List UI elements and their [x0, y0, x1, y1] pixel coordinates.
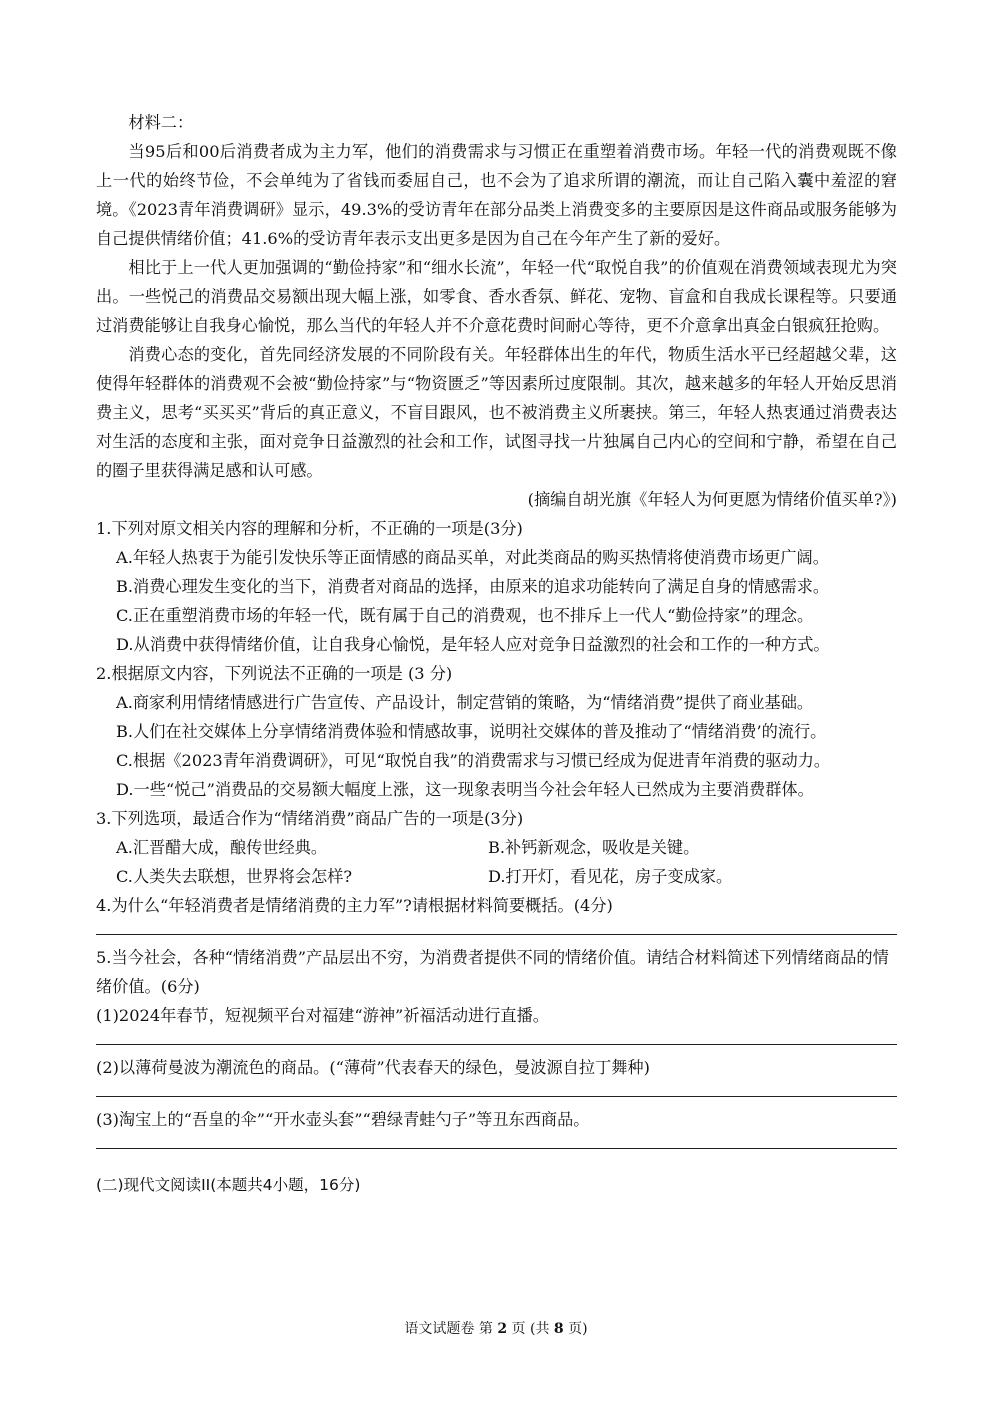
material-heading: 材料二： [128, 113, 194, 132]
question-2-option-b: B.人们在社交媒体上分享情绪消费体验和情感故事，说明社交媒体的普及推动了“情绪消费’的流行。 [116, 722, 827, 741]
page-footer [0, 1318, 992, 1338]
question-4-stem: 4.为什么“年轻消费者是情绪消费的主力军”?请根据材料简要概括。(4分) [96, 896, 613, 915]
question-3-option-d: D.打开灯，看见花，房子变成家。 [488, 867, 733, 886]
question-5-stem: 5.当今社会，各种“情绪消费”产品层出不穷，为消费者提供不同的情绪价值。请结合材料简述下列情绪商品的情绪价值。(6分) [96, 948, 889, 996]
question-3-stem: 3.下列选项，最适合作为“情绪消费”商品广告的一项是(3分) [96, 809, 524, 828]
question-5-item-1: (1)2024年春节，短视频平台对福建“游神”祈福活动进行直播。 [96, 1006, 549, 1025]
question-1-option-c: C.正在重塑消费市场的年轻一代，既有属于自己的消费观，也不排斥上一代人“勤俭持家”的理念。 [116, 606, 814, 625]
answer-line[interactable] [96, 920, 897, 935]
answer-line[interactable] [96, 1082, 897, 1097]
question-3-option-b: B.补钙新观念，吸收是关键。 [488, 838, 700, 857]
footer-page-number: 2 [497, 1321, 508, 1337]
question-1-stem: 1.下列对原文相关内容的理解和分析，不正确的一项是(3分) [96, 519, 523, 538]
material-paragraph: 当95后和00后消费者成为主力军，他们的消费需求与习惯正在重塑着消费市场。年轻一代的消费观既不像上一代的始终节俭，不会单纯为了省钱而委屈自己，也不会为了追求所谓的潮流，而让自己陷入囊中羞涩的窘境。《2023青年消费调研》显示，49.3%的受访青年在部分品类上消费变多的主要原因是这件商品或服务能够为自己提供情绪价值；41.6%的受访青年表示支出更多是因为自己在今年产生了新的爱好。 [96, 142, 897, 248]
question-3-options-row-2 [116, 862, 897, 891]
footer-prefix: 语文试题卷 第 [404, 1321, 493, 1337]
material-paragraph: 消费心态的变化，首先同经济发展的不同阶段有关。年轻群体出生的年代，物质生活水平已经超越父辈，这使得年轻群体的消费观不会被“勤俭持家”与“物资匮乏”等因素所过度限制。其次，越来越多的年轻人开始反思消费主义，思考“买买买”背后的真正意义，不盲目跟风，也不被消费主义所裹挟。第三，年轻人热衷通过消费表达对生活的态度和主张，面对竞争日益激烈的社会和工作，试图寻找一片独属自己内心的空间和宁静，希望在自己的圈子里获得满足感和认可感。 [96, 345, 897, 480]
question-3-options-row-1 [116, 833, 897, 862]
footer-mid: 页 (共 [511, 1321, 550, 1337]
question-1-option-b: B.消费心理发生变化的当下，消费者对商品的选择，由原来的追求功能转向了满足自身的情感需求。 [116, 577, 830, 596]
exam-page [96, 108, 897, 1200]
footer-suffix: 页) [568, 1321, 588, 1337]
question-2-option-a: A.商家利用情绪情感进行广告宣传、产品设计，制定营销的策略，为“情绪消费”提供了商业基础。 [116, 693, 814, 712]
question-3-option-c: C.人类失去联想，世界将会怎样? [116, 867, 353, 886]
question-5-item-3: (3)淘宝上的“吾皇的伞”“开水壶头套”“碧绿青蛙勺子”等丑东西商品。 [96, 1110, 590, 1129]
question-1-option-a: A.年轻人热衷于为能引发快乐等正面情感的商品买单，对此类商品的购买热情将使消费市场更广阔。 [116, 548, 829, 567]
footer-total-pages: 8 [553, 1321, 564, 1337]
material-paragraph: 相比于上一代人更加强调的“勤俭持家”和“细水长流”，年轻一代“取悦自我”的价值观在消费领域表现尤为突出。一些悦己的消费品交易额出现大幅上涨，如零食、香水香氛、鲜花、宠物、盲盒和自我成长课程等。只要通过消费能够让自我身心愉悦，那么当代的年轻人并不介意花费时间耐心等待，更不介意拿出真金白银疯狂抢购。 [96, 258, 897, 335]
question-5-item-2: (2)以薄荷曼波为潮流色的商品。(“薄荷”代表春天的绿色，曼波源自拉丁舞种) [96, 1058, 650, 1077]
material-source: (摘编自胡光旗《年轻人为何更愿为情绪价值买单?》) [527, 490, 897, 509]
section-heading: (二)现代文阅读II(本题共4小题，16分) [96, 1176, 361, 1194]
answer-line[interactable] [96, 1030, 897, 1045]
question-2-stem: 2.根据原文内容，下列说法不正确的一项是 (3 分) [96, 664, 453, 683]
answer-line[interactable] [96, 1134, 897, 1149]
question-3-option-a: A.汇晋醋大成，酿传世经典。 [116, 838, 328, 857]
question-2-option-c: C.根据《2023青年消费调研》，可见“取悦自我”的消费需求与习惯已经成为促进青年消费的驱动力。 [116, 751, 831, 770]
question-1-option-d: D.从消费中获得情绪价值，让自我身心愉悦，是年轻人应对竞争日益激烈的社会和工作的一种方式。 [116, 635, 830, 654]
question-2-option-d: D.一些“悦己”消费品的交易额大幅度上涨，这一现象表明当今社会年轻人已然成为主要消费群体。 [116, 780, 814, 799]
